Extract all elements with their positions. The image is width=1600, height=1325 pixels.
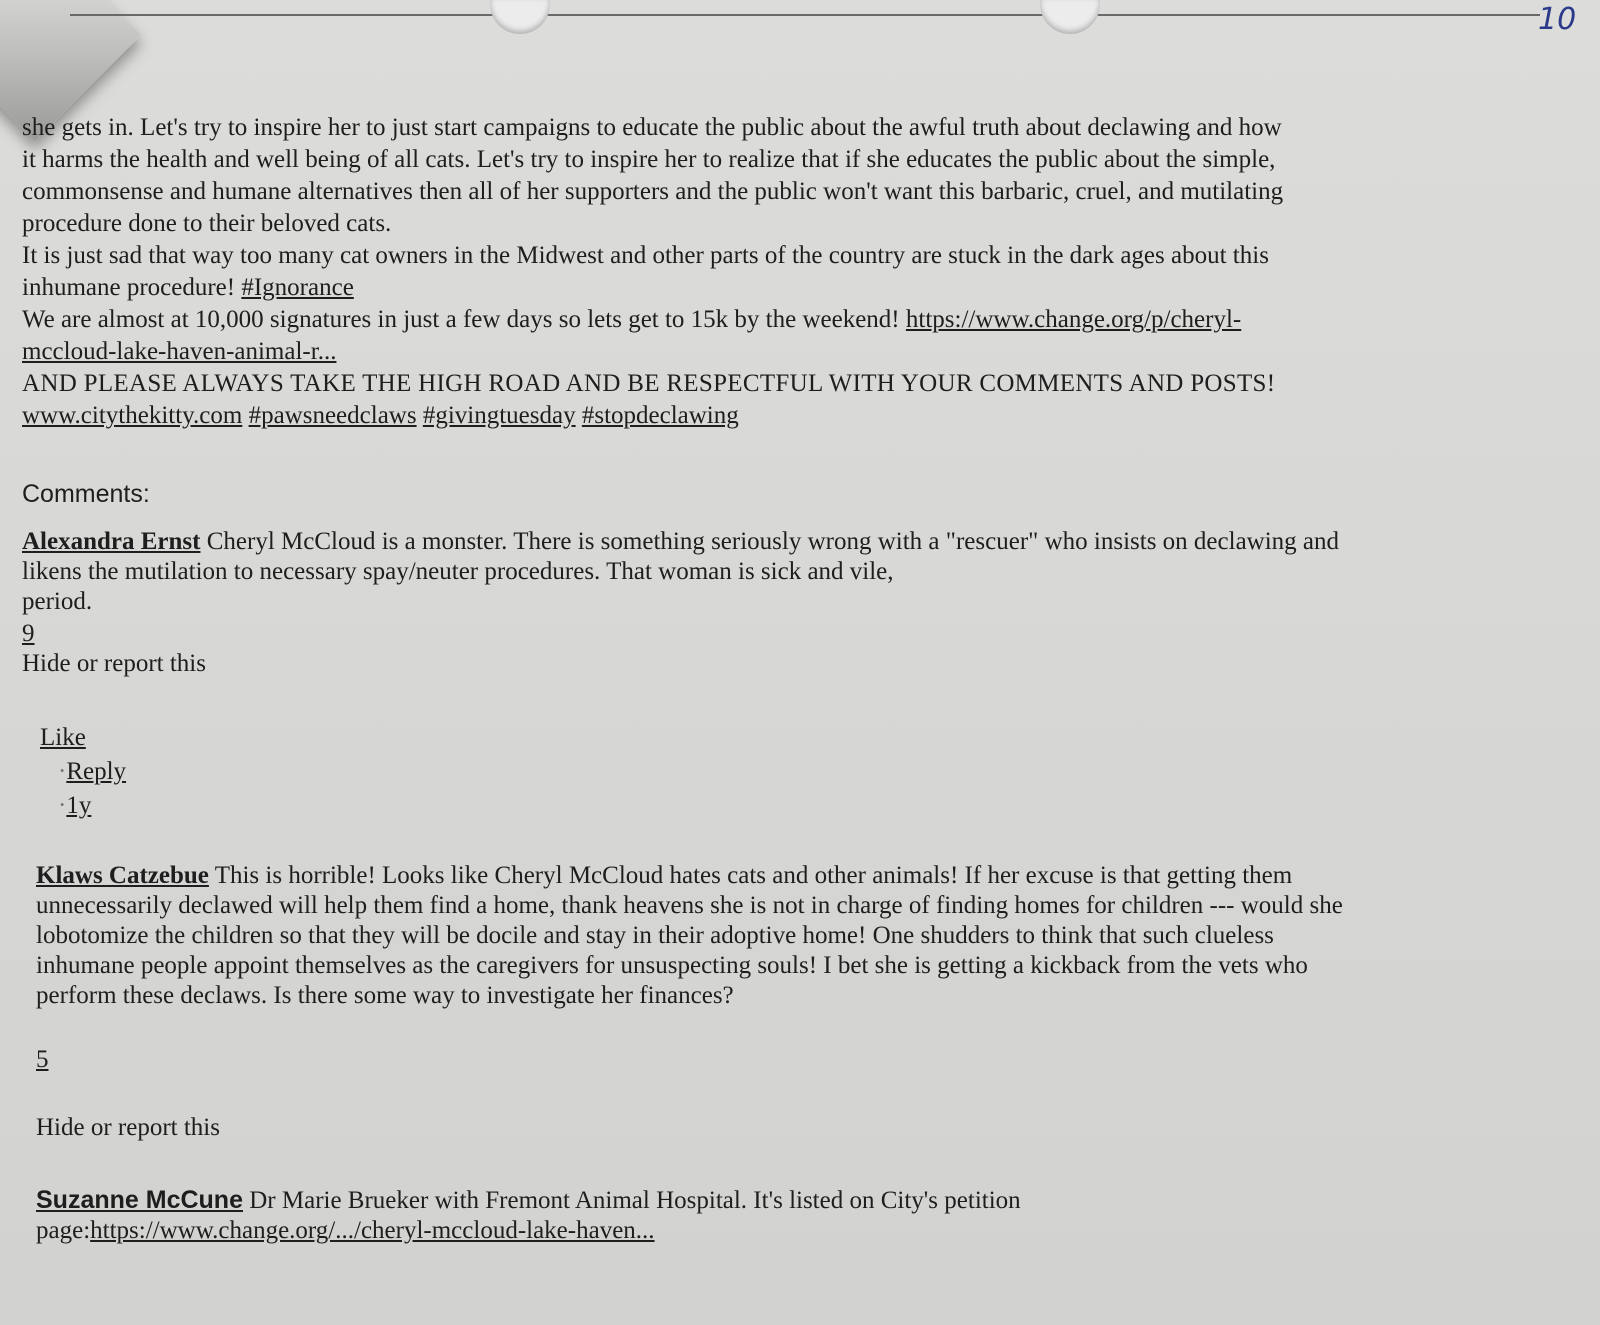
petition-link[interactable]: https://www.change.org/.../cheryl-mccloud-lake-haven... [90,1217,655,1244]
post-line [22,304,1522,336]
site-link[interactable]: www.citythekitty.com [22,402,243,429]
comment [36,861,1522,1143]
comment-text: Dr Marie Brueker with Fremont Animal Hospital. It's listed on City's petition [242,1187,1021,1214]
comment-text: page: [36,1217,91,1244]
reaction-count[interactable] [22,619,1522,649]
petition-link-continued[interactable]: mccloud-lake-haven-animal-r... [22,338,337,365]
reaction-count-link[interactable]: 9 [22,620,35,647]
page-content [22,112,1522,1246]
reaction-count[interactable] [36,1045,1522,1075]
comments-heading: Comments: [22,480,150,508]
handwritten-page-number: 10 [1538,2,1577,37]
petition-link[interactable]: https://www.change.org/p/cheryl- [905,306,1242,333]
post-body [22,112,1522,432]
top-rule [70,14,1540,16]
ignorance-hashtag-link[interactable]: #Ignorance [241,274,354,301]
comment-line [36,861,1522,891]
post-line: commonsense and humane alternatives then all of her supporters and the public won't want this barbaric, cruel, and mutilating [22,178,1284,205]
post-line [22,272,1522,304]
hide-or-report-link[interactable]: Hide or report this [22,650,206,677]
comment-author-link[interactable]: Suzanne McCune [36,1186,243,1214]
comment-author-link[interactable]: Alexandra Ernst [22,528,201,555]
post-line: it harms the health and well being of all cats. Let's try to inspire her to realize that if she educates the public about the simple, [22,146,1276,173]
comment [22,527,1522,823]
comment [36,1185,1522,1246]
comment-actions [40,721,1522,823]
timestamp-link[interactable]: 1y [66,792,92,819]
comment-line: inhumane people appoint themselves as the caregivers for unsuspecting souls! I bet she is getting a kickback from the vets who [36,952,1308,979]
binder-hole [1040,0,1100,34]
post-links-line [22,400,1522,432]
reply-link[interactable]: Reply [66,758,127,785]
comment-line [22,527,1522,557]
post-text: inhumane procedure! [22,274,242,301]
like-link[interactable]: Like [40,724,86,751]
comment-author-link[interactable]: Klaws Catzebue [36,862,209,889]
comment-text: This is horrible! Looks like Cheryl McCloud hates cats and other animals! If her excuse is that getting them [208,862,1293,889]
hide-or-report-link[interactable]: Hide or report this [36,1114,220,1141]
comment-line: perform these declaws. Is there some way to investigate her finances? [36,982,734,1009]
comment-line: lobotomize the children so that they will be docile and stay in their adoptive home! One shudders to think that such clueless [36,922,1274,949]
comment-line: likens the mutilation to necessary spay/neuter procedures. That woman is sick and vile, [22,558,894,585]
binder-hole [490,0,550,34]
comment-line [36,1185,1522,1216]
hashtag-givingtuesday[interactable]: #givingtuesday [422,402,576,429]
post-line [22,336,1522,368]
post-line: It is just sad that way too many cat owners in the Midwest and other parts of the country are stuck in the dark ages about this [22,242,1269,269]
post-line: she gets in. Let's try to inspire her to just start campaigns to educate the public about the awful truth about declawing and how [22,114,1282,141]
comment-line: unnecessarily declawed will help them find a home, thank heavens she is not in charge of finding homes for children --- would she [36,892,1343,919]
comment-line: period. [22,588,93,615]
comment-line [36,1216,1522,1246]
hashtag-pawsneedclaws[interactable]: #pawsneedclaws [248,402,417,429]
reaction-count-link[interactable]: 5 [36,1046,49,1073]
hashtag-stopdeclawing[interactable]: #stopdeclawing [581,402,739,429]
post-line: procedure done to their beloved cats. [22,210,392,237]
post-line: AND PLEASE ALWAYS TAKE THE HIGH ROAD AND BE RESPECTFUL WITH YOUR COMMENTS AND POSTS! [22,370,1276,397]
comment-text: Cheryl McCloud is a monster. There is something seriously wrong with a "rescuer" who insists on declawing and [200,528,1340,555]
post-text: We are almost at 10,000 signatures in just a few days so lets get to 15k by the weekend! [22,306,906,333]
